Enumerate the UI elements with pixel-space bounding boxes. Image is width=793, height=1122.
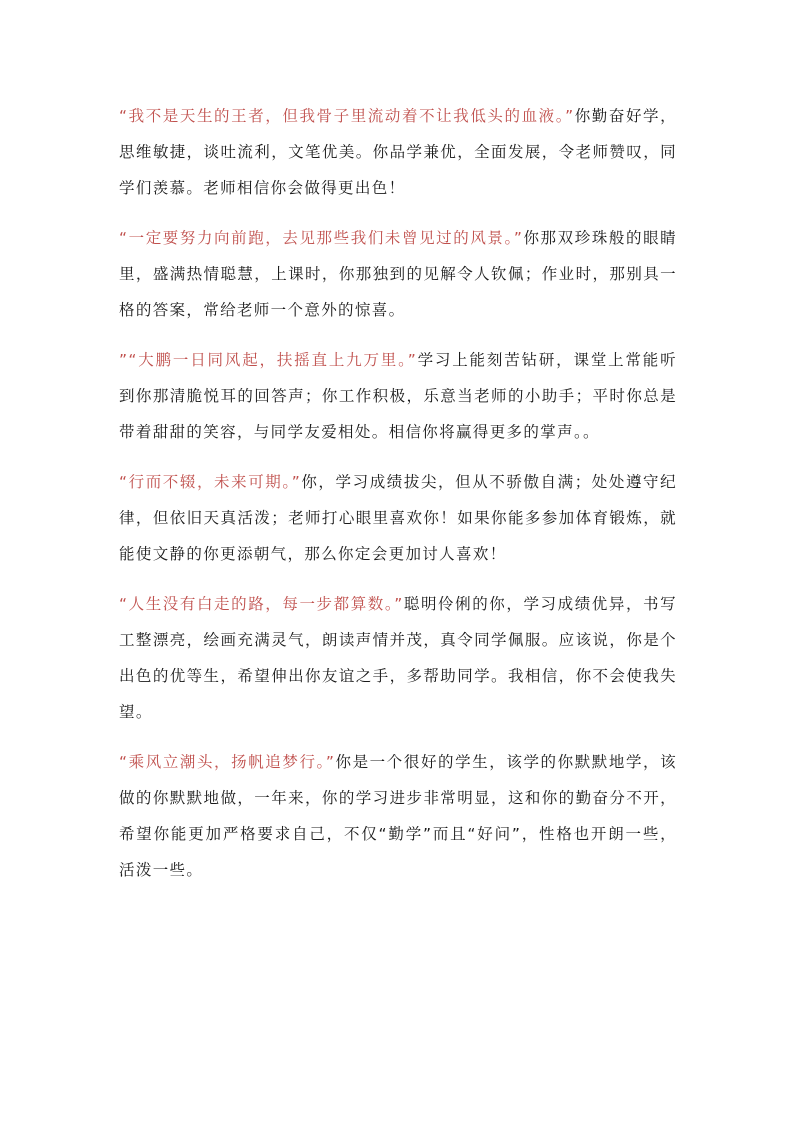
comment-paragraph-1: [119, 98, 677, 206]
comment-paragraph-2: [119, 220, 677, 328]
paragraph-quote: “一定要努力向前跑，去见那些我们未曾见过的风景。”: [119, 229, 524, 247]
paragraph-quote: “人生没有白走的路，每一步都算数。”: [119, 595, 404, 613]
paragraph-quote: ”“大鹏一日同风起，扶摇直上九万里。”: [119, 351, 418, 369]
paragraph-body: 你，学习成绩拔尖，但从不骄傲自满；处处遵守纪律，但依旧天真活泼；老师打心眼里喜欢你！如果你能多参加体育锻炼，就能使文静的你更添朝气，那么你定会更加讨人喜欢！: [119, 473, 677, 563]
paragraph-body: 你那双珍珠般的眼睛里，盛满热情聪慧，上课时，你那独到的见解令人钦佩；作业时，那别具一格的答案，常给老师一个意外的惊喜。: [119, 229, 678, 319]
paragraph-body: 聪明伶俐的你，学习成绩优异，书写工整漂亮，绘画充满灵气，朗读声情并茂，真令同学佩服。应该说，你是个出色的优等生，希望伸出你友谊之手，多帮助同学。我相信，你不会使我失望。: [119, 595, 677, 721]
comment-paragraph-5: [119, 586, 677, 730]
comment-paragraph-6: [119, 744, 677, 888]
paragraph-body: 学习上能刻苦钻研，课堂上常能听到你那清脆悦耳的回答声；你工作积极，乐意当老师的小助手；平时你总是带着甜甜的笑容，与同学友爱相处。相信你将赢得更多的掌声。。: [119, 351, 677, 441]
comment-paragraph-3: [119, 342, 677, 450]
paragraph-quote: “行而不辍，未来可期。”: [119, 473, 302, 491]
paragraph-quote: “乘风立潮头，扬帆追梦行。”: [119, 753, 336, 771]
paragraph-body: 你是一个很好的学生，该学的你默默地学，该做的你默默地做，一年来，你的学习进步非常明显，这和你的勤奋分不开，希望你能更加严格要求自己，不仅“勤学”而且“好问”，性格也开朗一些，活泼一些。: [119, 753, 677, 879]
document-content: [119, 98, 677, 902]
comment-paragraph-4: [119, 464, 677, 572]
paragraph-body: 你勤奋好学，思维敏捷，谈吐流利，文笔优美。你品学兼优，全面发展，令老师赞叹，同学们羡慕。老师相信你会做得更出色！: [119, 107, 677, 197]
paragraph-quote: “我不是天生的王者，但我骨子里流动着不让我低头的血液。”: [119, 107, 575, 125]
